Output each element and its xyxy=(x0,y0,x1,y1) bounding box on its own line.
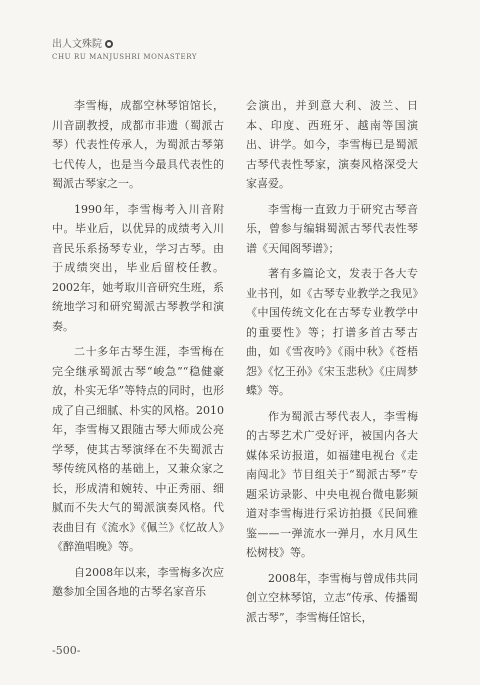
right-text-column xyxy=(246,96,418,633)
paragraph: 自2008年以来，李雪梅多次应邀参加全国各地的古琴名家音乐 xyxy=(52,565,224,598)
paragraph: 李雪梅，成都空林琴馆馆长，川音副教授，成都市非遗（蜀派古琴）代表性传承人，为蜀派古琴第七代传人，也是当今最具代表性的蜀派古琴家之一。 xyxy=(52,99,224,190)
paragraph: 1990年，李雪梅考入川音附中。毕业后，以优异的成绩考入川音民乐系扬琴专业，学习古琴。由于成绩突出，毕业后留校任教。2002年，她考取川音研究生班，系统地学习和研究蜀派古琴教学和演奏。 xyxy=(52,202,224,333)
publication-title xyxy=(52,38,197,52)
paragraph: 李雪梅一直致力于研究古琴音乐，曾参与编辑蜀派古琴代表性琴谱《天闻阁琴谱》； xyxy=(246,202,418,255)
left-text-column xyxy=(52,96,224,608)
paragraph-continued: 会演出，并到意大利、波兰、日本、印度、西班牙、越南等国演出、讲学。如今，李雪梅已是蜀派古琴代表性琴家，演奏风格深受大家喜爱。 xyxy=(246,99,418,190)
paragraph: 2008年，李雪梅与曾成伟共同创立空林琴馆，立志“传承、传播蜀派古琴”，李雪梅任馆长， xyxy=(246,571,418,624)
brand-text: 出人文殊院 xyxy=(52,39,102,50)
running-header xyxy=(52,38,197,61)
circle-logo-icon xyxy=(105,40,113,48)
publication-subtitle: CHU RU MANJUSHRI MONASTERY xyxy=(52,53,198,61)
paragraph: 著有多篇论文，发表于各大专业书刊，如《古琴专业教学之我见》《中国传统文化在古琴专业教学中的重要性》等；打谱多首古琴古曲，如《雪夜吟》《雨中秋》《苍梧怨》《忆王孙》《宋玉悲秋》《庄周梦蝶》等。 xyxy=(246,267,418,397)
page-number: -500- xyxy=(52,644,81,657)
paragraph: 作为蜀派古琴代表人，李雪梅的古琴艺术广受好评，被国内各大媒体采访报道，如福建电视台《走南闯北》节目组关于“蜀派古琴”专题采访录影、中央电视台微电影频道对李雪梅进行采访拍摄《民间雅鉴——一弹流水一弹月，水月风生松树枝》等。 xyxy=(246,409,418,559)
paragraph: 二十多年古琴生涯，李雪梅在完全继承蜀派古琴“峻急”“稳健豪放，朴实无华”等特点的同时，也形成了自己细腻、朴实的风格。2010年，李雪梅又跟随古琴大师成公亮学琴，使其古琴演绎在不失蜀派古琴传统风格的基础上，又兼众家之长，形成清和婉转、中正秀丽、细腻而不失大气的蜀派演奏风格。代表曲目有《流水》《佩兰》《忆故人》《醉渔唱晚》等。 xyxy=(52,345,224,553)
